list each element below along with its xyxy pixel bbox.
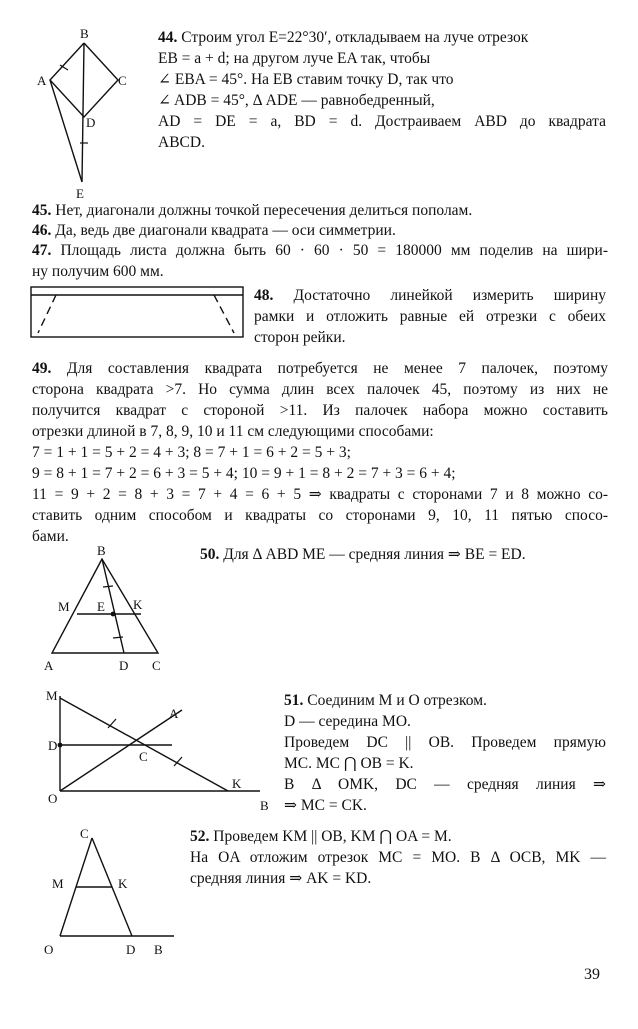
text-line: получится квадрат с стороной >11. Из палочек набора можно составить <box>32 402 608 419</box>
label-k: K <box>118 876 128 891</box>
problem-number: 49. <box>32 360 52 377</box>
text-line: ⇒ MC = CK. <box>284 797 367 814</box>
problem-number: 50. <box>200 546 220 563</box>
problem-50-text <box>200 544 608 565</box>
text-line: средняя линия ⇒ AK = KD. <box>190 870 372 887</box>
problem-number: 48. <box>254 287 274 304</box>
text-line: Проведем DC || OB. Проведем прямую <box>284 734 606 751</box>
label-c: C <box>152 658 161 673</box>
text-line: B Δ OMK, DC — средняя линия ⇒ <box>284 776 606 793</box>
text-line: D — середина MO. <box>284 713 411 730</box>
label-o: O <box>48 791 58 806</box>
text-line: сторон рейки. <box>254 329 346 346</box>
label-b: B <box>154 942 163 957</box>
label-c: C <box>139 749 148 764</box>
point-d <box>58 743 63 748</box>
segment-be <box>82 43 84 182</box>
problem-number: 45. <box>32 202 52 219</box>
text-line: 11 = 9 + 2 = 8 + 3 = 7 + 4 = 6 + 5 ⇒ квадраты с сторонами 7 и 8 можно со- <box>32 486 608 503</box>
problem-number: 46. <box>32 222 52 239</box>
text-line: ∠ ADB = 45°, Δ ADE — равнобедренный, <box>158 92 435 109</box>
label-k: K <box>133 597 143 612</box>
label-k: K <box>232 776 242 791</box>
label-b: B <box>97 543 106 558</box>
figure-50 <box>40 543 190 683</box>
figure-48 <box>28 283 248 341</box>
problem-45-text <box>32 200 608 221</box>
problem-number: 47. <box>32 242 52 259</box>
text-line: ну получим 600 мм. <box>32 263 164 280</box>
problem-number: 52. <box>190 828 210 845</box>
label-b: B <box>260 798 269 813</box>
label-m: M <box>58 599 70 614</box>
label-o: O <box>44 942 54 957</box>
label-c: C <box>80 826 89 841</box>
text-line: На OA отложим отрезок MC = MO. B Δ OCB, MK — <box>190 849 606 866</box>
label-a: A <box>44 658 54 673</box>
label-e: E <box>97 599 105 614</box>
text-line: Да, ведь две диагонали квадрата — оси симметрии. <box>55 222 396 239</box>
text-line: ставить одним способом и квадраты со сторонами 9, 10, 11 пятью спосо- <box>32 507 608 524</box>
text-line: Для составления квадрата потребуется не менее 7 палочек, поэтому <box>66 360 608 377</box>
text-line: рамки и отложить равные ей отрезки с обеих <box>254 308 606 325</box>
text-line: ABCD. <box>158 134 205 151</box>
label-c: C <box>118 73 127 88</box>
problem-46-text <box>32 220 608 241</box>
problem-49-text <box>32 358 608 547</box>
text-line: ∠ EBA = 45°. На EB ставим точку D, так что <box>158 71 454 88</box>
label-d: D <box>86 115 96 130</box>
problem-number: 44. <box>158 29 178 46</box>
figure-44 <box>30 25 140 205</box>
text-line: AD = DE = a, BD = d. Достраиваем ABD до квадрата <box>158 113 606 130</box>
label-d: D <box>119 658 129 673</box>
problem-number: 51. <box>284 692 304 709</box>
text-line: сторона квадрата >7. Но сумма длин всех палочек 45, поэтому из них не <box>32 381 608 398</box>
figure-52 <box>42 826 192 961</box>
text-line: Площадь листа должна быть 60 · 60 · 50 = 180000 мм поделив на шири- <box>60 242 609 259</box>
label-d: D <box>126 942 136 957</box>
ray-oa <box>60 710 182 791</box>
label-a: A <box>37 73 47 88</box>
text-line: Нет, диагонали должны точкой пересечения делиться пополам. <box>55 202 473 219</box>
point-e <box>111 612 116 617</box>
text-line: 9 = 8 + 1 = 7 + 2 = 6 + 3 = 5 + 4; 10 = 9 + 1 = 8 + 2 = 7 + 3 = 6 + 4; <box>32 465 456 482</box>
cut-left <box>38 295 56 333</box>
page-number: 39 <box>584 966 600 983</box>
label-e: E <box>76 186 84 201</box>
segment-bd <box>102 559 124 653</box>
problem-44-text <box>158 27 606 153</box>
text-line: отрезки длиной в 7, 8, 9, 10 и 11 см следующими способами: <box>32 423 434 440</box>
text-line: Для Δ ABD ME — средняя линия ⇒ BE = ED. <box>223 546 526 563</box>
text-line: MC. MC ⋂ OB = K. <box>284 755 414 772</box>
text-line: Соединим M и O отрезком. <box>307 692 487 709</box>
figure-51 <box>42 688 277 818</box>
label-m: M <box>52 876 64 891</box>
segment-ae <box>50 80 82 182</box>
problem-51-text <box>284 690 606 816</box>
text-line: Строим угол E=22°30′, откладываем на луче отрезок <box>181 29 529 46</box>
text-line: 7 = 1 + 1 = 5 + 2 = 4 + 3; 8 = 7 + 1 = 6 + 2 = 5 + 3; <box>32 444 351 461</box>
text-line: Достаточно линейкой измерить ширину <box>293 287 607 304</box>
problem-47-text <box>32 240 608 282</box>
label-b: B <box>80 26 89 41</box>
label-a: A <box>169 706 179 721</box>
tick-mark <box>113 637 123 638</box>
label-d: D <box>48 738 58 753</box>
tick-mark <box>103 586 113 587</box>
problem-52-text <box>190 826 606 889</box>
text-line: Проведем KM || OB, KM ⋂ OA = M. <box>213 828 452 845</box>
text-line: бами. <box>32 528 69 545</box>
text-line: EB = a + d; на другом луче EA так, чтобы <box>158 50 431 67</box>
label-m: M <box>46 688 58 703</box>
problem-48-text <box>254 285 606 348</box>
cut-right <box>214 295 234 333</box>
